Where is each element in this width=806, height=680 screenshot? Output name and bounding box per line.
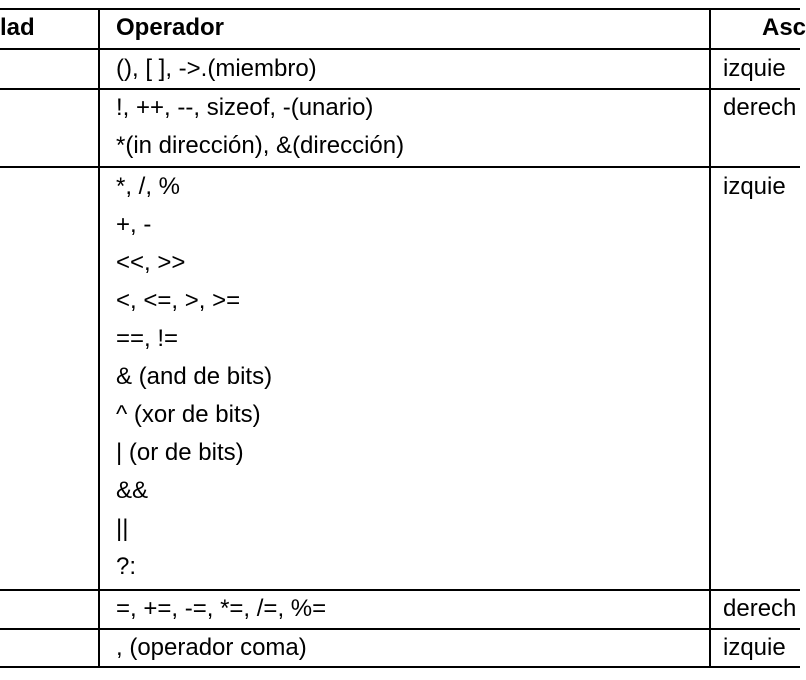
operator-item: +, - [116, 211, 152, 238]
associativity-value: izquie [723, 634, 786, 661]
operator-item: (), [ ], ->.(miembro) [116, 55, 317, 82]
table-row-associativity [723, 168, 800, 206]
operator-item: & (and de bits) [116, 363, 273, 390]
header-operator-label: Operador [116, 14, 225, 41]
operator-item: !, ++, --, sizeof, -(unario) [116, 94, 374, 121]
operator-item: || [116, 515, 129, 542]
associativity-value: izquie [723, 173, 786, 200]
table-row-operators [116, 590, 701, 628]
table-row-operators [116, 168, 701, 586]
header-priority-label: lad [0, 14, 35, 41]
header-priority [0, 9, 96, 47]
operator-item: *, /, % [116, 173, 181, 200]
operator-item: ?: [116, 553, 137, 580]
table-row-operators [116, 629, 701, 667]
operator-item: *(in dirección), &(dirección) [116, 132, 405, 159]
table-row-operators [116, 50, 701, 88]
operator-item: ^ (xor de bits) [116, 401, 261, 428]
table-row-associativity [723, 590, 800, 628]
operator-item: <, <=, >, >= [116, 287, 241, 314]
header-operator [116, 9, 696, 47]
table-row-operators [116, 89, 701, 165]
operator-item: , (operador coma) [116, 634, 307, 661]
operator-item: && [116, 477, 149, 504]
associativity-value: derech [723, 595, 797, 622]
operator-item: | (or de bits) [116, 439, 244, 466]
associativity-value: izquie [723, 55, 786, 82]
header-associativity-label: Asc [762, 14, 806, 41]
header-associativity [762, 9, 806, 47]
operator-item: =, +=, -=, *=, /=, %= [116, 595, 327, 622]
table-row-associativity [723, 89, 800, 127]
operator-item: <<, >> [116, 249, 186, 276]
table-row-associativity [723, 50, 800, 88]
column-divider [98, 8, 100, 668]
operator-item: ==, != [116, 325, 179, 352]
table-row-associativity [723, 629, 800, 667]
associativity-value: derech [723, 94, 797, 121]
column-divider [709, 8, 711, 668]
